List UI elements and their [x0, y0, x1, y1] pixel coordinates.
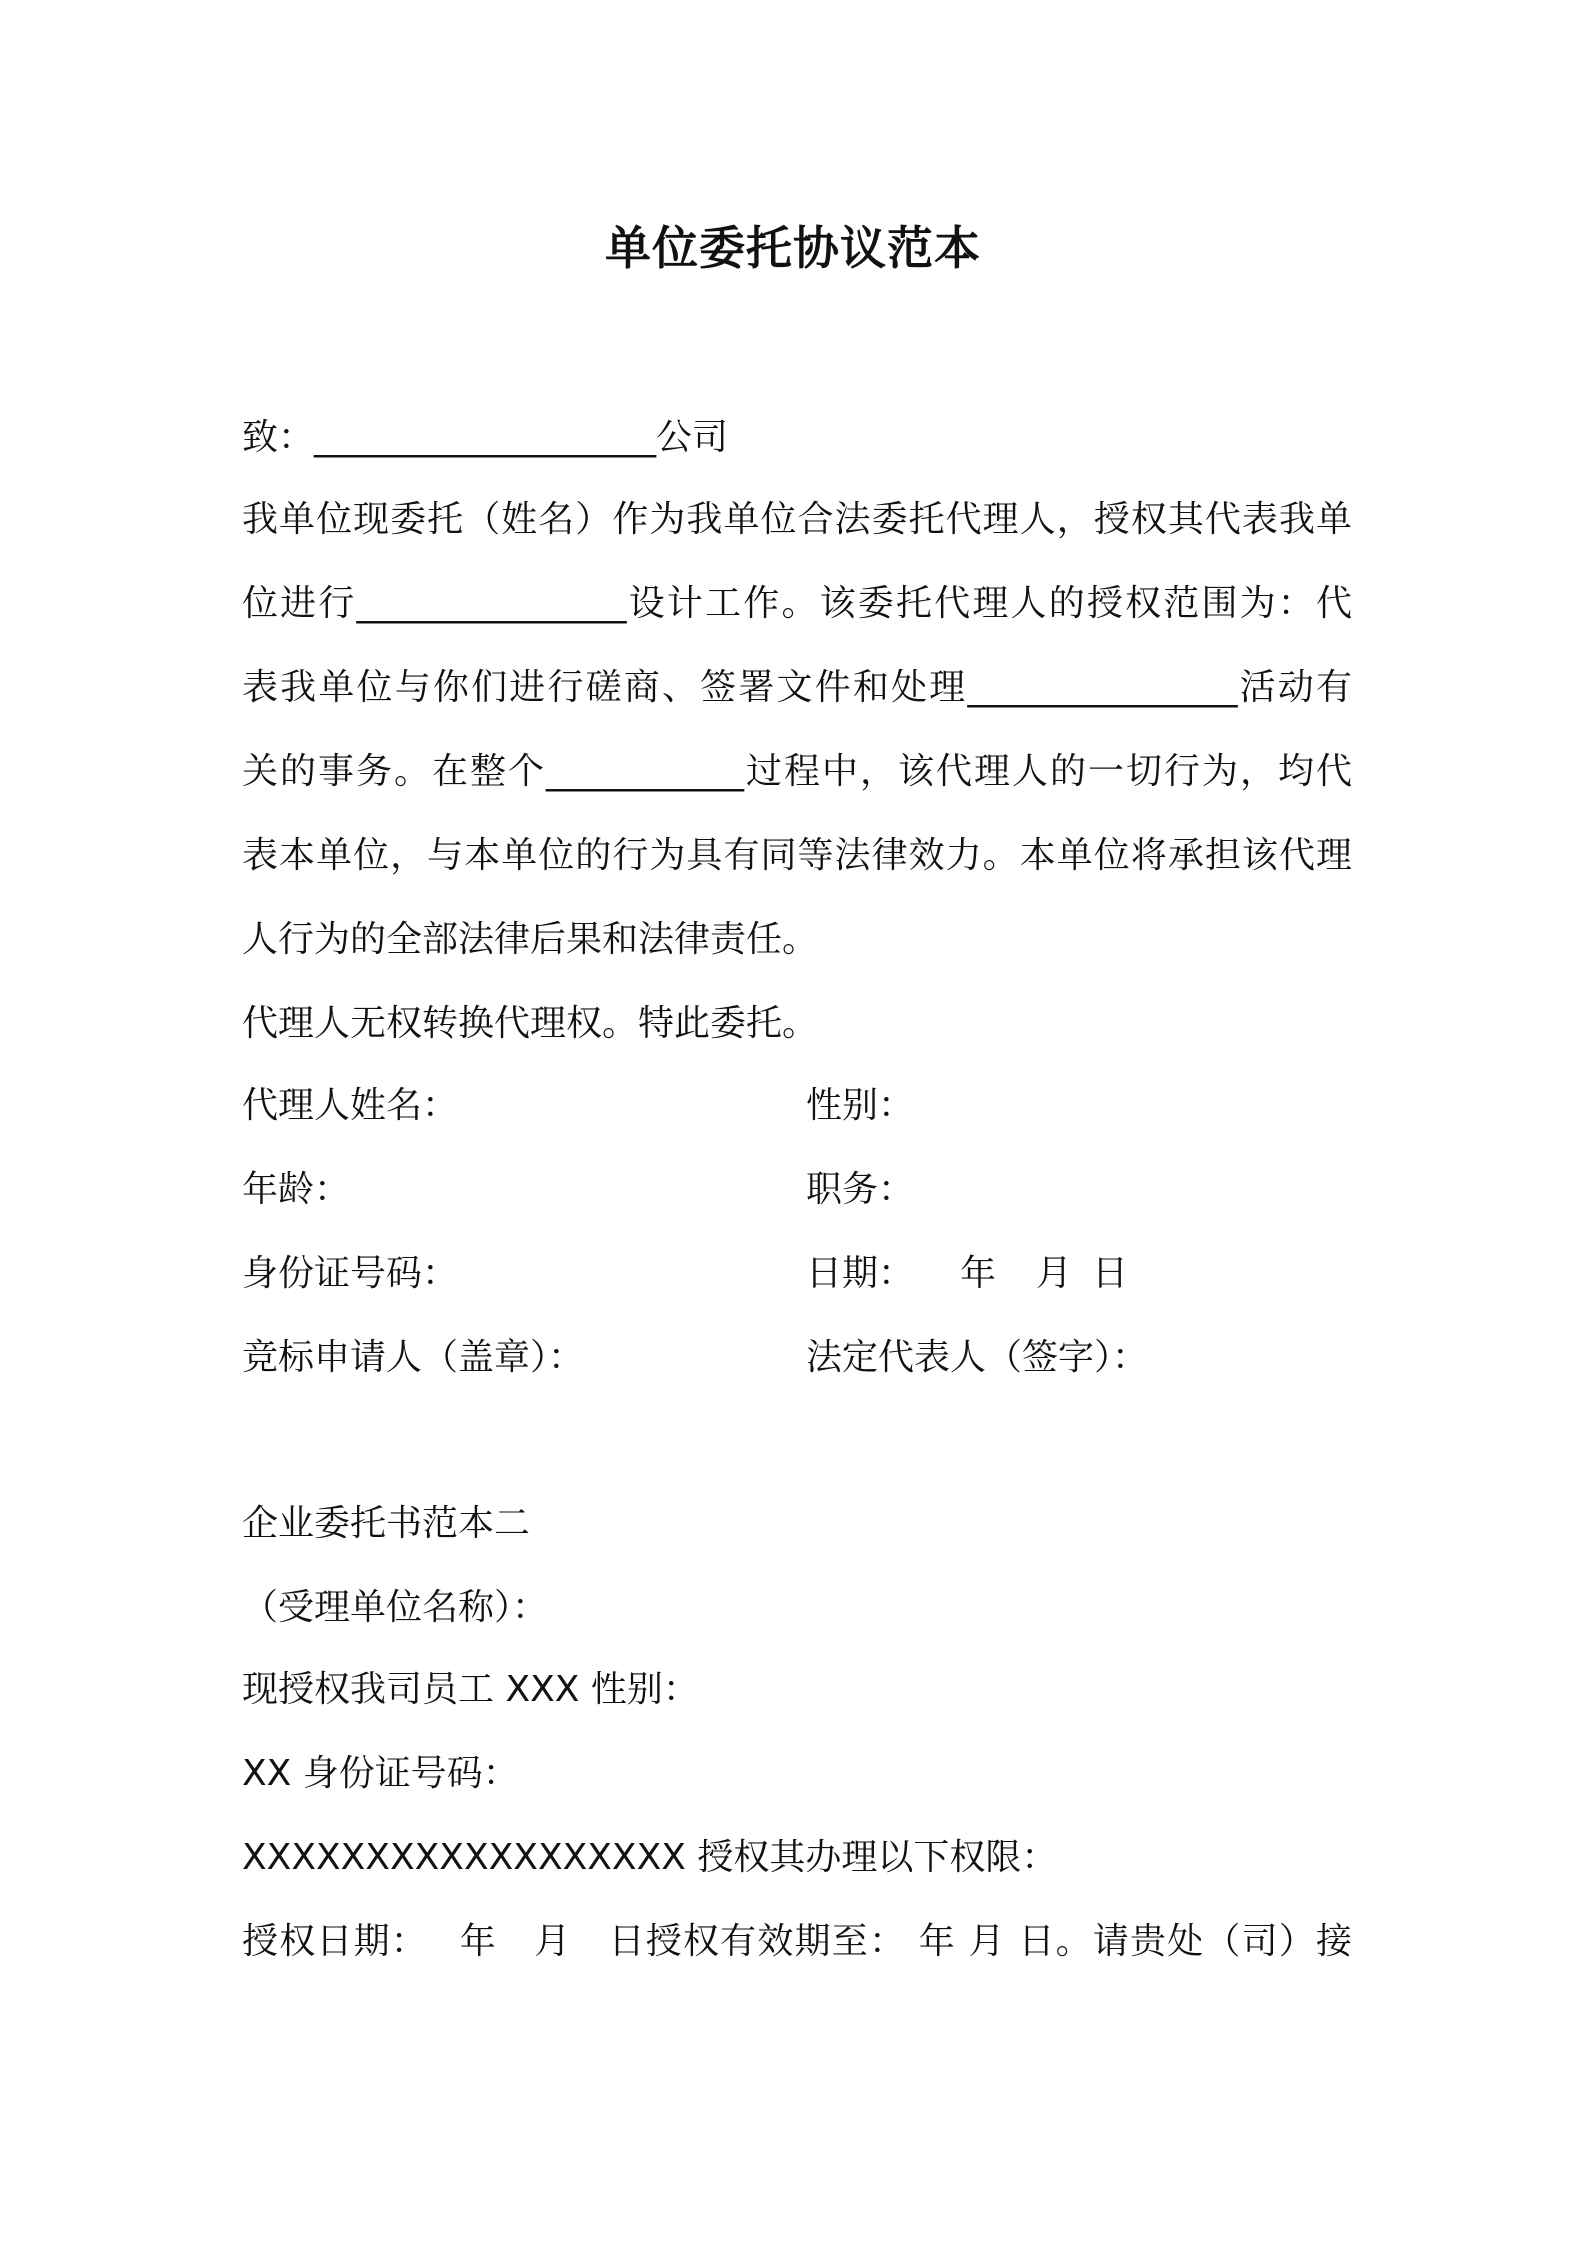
section2-line-2: XX 身份证号码： — [242, 1753, 519, 1794]
paragraph-line-1: 我单位现委托（姓名）作为我单位合法委托代理人，授权其代表我单 — [242, 499, 1352, 540]
section2-heading: 企业委托书范本二 — [242, 1503, 531, 1544]
legal-rep-signature-label: 法定代表人（签字）： — [806, 1337, 1149, 1378]
paragraph-line-2: 位进行_______________设计工作。该委托代理人的授权范围为：代 — [242, 583, 1352, 624]
paragraph-line-3: 表我单位与你们进行磋商、签署文件和处理_______________活动有 — [242, 667, 1352, 708]
agent-name-label: 代理人姓名： — [242, 1085, 459, 1126]
section2-line-1: 现授权我司员工 XXX 性别： — [242, 1669, 699, 1710]
paragraph-line-6: 人行为的全部法律后果和法律责任。 — [242, 919, 819, 960]
date-month: 月 — [1036, 1253, 1073, 1294]
position-label: 职务： — [806, 1169, 915, 1210]
to-line: 致：___________________公司 — [242, 417, 729, 458]
date-year: 年 — [960, 1253, 997, 1294]
date-label: 日期： — [806, 1253, 915, 1294]
date-field — [806, 1250, 1128, 1298]
paragraph-line-5: 表本单位，与本单位的行为具有同等法律效力。本单位将承担该代理 — [242, 835, 1352, 876]
date-day: 日 — [1092, 1253, 1129, 1294]
id-number-label: 身份证号码： — [242, 1253, 459, 1294]
paragraph-line-4: 关的事务。在整个___________过程中，该代理人的一切行为，均代 — [242, 751, 1352, 792]
section2-line-4: 授权日期： 年 月 日授权有效期至： 年 月 日。请贵处（司）接 — [242, 1921, 1352, 1962]
section2-line-3: XXXXXXXXXXXXXXXXXX 授权其办理以下权限： — [242, 1837, 1058, 1878]
document-title: 单位委托协议范本 — [605, 221, 981, 275]
no-transfer-statement: 代理人无权转换代理权。特此委托。 — [242, 1003, 819, 1044]
applicant-seal-label: 竞标申请人（盖章）： — [242, 1337, 585, 1378]
section2-recipient: （受理单位名称）： — [242, 1587, 549, 1628]
gender-label: 性别： — [806, 1085, 915, 1126]
age-label: 年龄： — [242, 1169, 351, 1210]
